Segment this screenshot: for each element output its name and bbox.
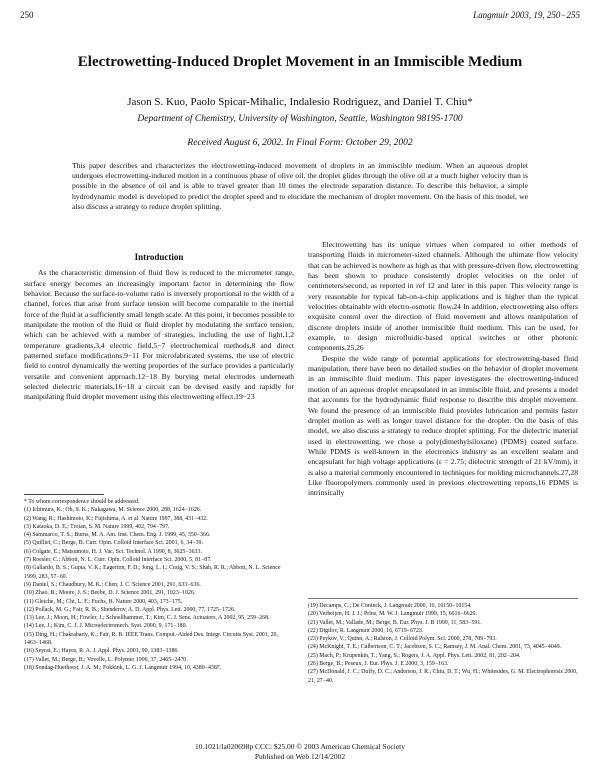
reference: (24) McKnight, T. E.; Culbertson, C. T.; Jacobson, S. C.; Ramsey, J. M. Anal. Chem. 2001, 73, 4045−4049. <box>308 644 562 651</box>
reference: (16) Seyrat, E.; Hayes, R. A. J. Appl. Phys. 2001, 90, 1383−1386. <box>24 648 179 655</box>
reference: (13) Lee, J.; Moon, H.; Fowler, J.; Schoellhammer, T.; Kim, C. J. Sens. Actuators, A 2002, 95, 259−268. <box>24 615 270 622</box>
reference: (8) Gallardo, B. S.; Gupta, V. K.; Eagerton, F. D.; Jong, L. I.; Craig, V. S.; Shah, R. R.; Abbott, N. L. Science 1999, 283, 57−60. <box>24 565 281 580</box>
reference: (25) Mach, P.; Krupenkin, T.; Yang, S.; Rogers, J. A. Appl. Phys. Lett. 2002, 81, 202−204. <box>308 652 521 659</box>
reference: (3) Kataoka, D. E.; Troian, S. M. Nature 1999, 402, 794−797. <box>24 523 170 530</box>
reference: (11) Gleiche, M.; Chi, L. F.; Fuchs, H. Nature 2000, 403, 173−175. <box>24 598 183 605</box>
page-number: 250 <box>20 10 34 20</box>
reference: (23) Peykov, V.; Quinn, A.; Ralston, J. Colloid Polym. Sci. 2000, 278, 789−793. <box>308 636 497 643</box>
right-column <box>308 240 578 499</box>
reference: (19) Decamps, C.; De Coninck, J. Langmuir 2000, 16, 10150−10154. <box>308 603 472 609</box>
reference: (7) Roesler, C.; Abbott, N. L. Curr. Opin. Colloid Interface Sci. 2000, 5, 81−87. <box>24 557 212 564</box>
reference: (20) Verheijen, H. J. J.; Prins, M. W. J. Langmuir 1999, 15, 6616−6620. <box>308 611 477 618</box>
footnotes-right <box>308 598 578 685</box>
reference: (17) Vallet, M.; Berge, B.; Vovelle, L. Polymer 1996, 37, 2465−2470. <box>24 656 188 663</box>
page-header <box>20 10 580 22</box>
authors: Jason S. Kuo, Paolo Spicar-Mihalic, Indalesio Rodriguez, and Daniel T. Chiu* <box>127 96 473 108</box>
body-paragraph: Electrowetting has its unique virtues when compared to other methods of transporting fluids in micrometer-sized channels. Although the ultimate flow velocity that can be achieved is nowhere as high as that with pressure-driven flow, electrowetting has been shown to produce consistently droplet velocities on the order of centimeters/second, as reported in ref 12 and later in this paper. This velocity range is very reasonable for typical lab-on-a-chip applications and is higher than the typical velocities obtainable with electro-osmotic flow.24 In addition, electrowetting also offers exquisite control over the direction of fluid movement and allows manipulation of discrete droplets inside of another immiscible fluid medium. This can be used, for example, to design microfluidic-based optical switches or other photonic components.25,26 <box>308 240 578 353</box>
reference: (14) Lee, J.; Kim, C. J. J. Microelectromech. Syst. 2000, 9, 171−180. <box>24 623 188 630</box>
reference: (26) Berge, B.; Peseux, J. Eur. Phys. J. E 2000, 3, 159−163. <box>308 661 449 668</box>
reference: (9) Daniel, S.; Chaudhury, M. K.; Chen, J. C. Science 2001, 291, 633−636. <box>24 581 201 588</box>
reference: (21) Vallet, M.; Vallade, M.; Berge, B. Eur. Phys. J. B 1999, 11, 583−591. <box>308 619 482 626</box>
journal-citation: Langmuir 2003, 19, 250−255 <box>473 10 580 20</box>
reference: (4) Sammarco, T. S.; Burns, M. A. Am. Inst. Chem. Eng. J. 1999, 45, 350−366. <box>24 532 211 539</box>
doi-line: 10.1021/la020698p CCC: $25.00 © 2003 American Chemical Society <box>194 742 406 751</box>
reference: (22) Digilov, R. Langmuir 2000, 16, 6719−6723. <box>308 627 424 634</box>
footnote-divider <box>24 494 104 495</box>
footnote-divider <box>308 598 578 599</box>
reference: (27) McDonald, J. C.; Duffy, D. C.; Anderson, J. R.; Chiu, D. T.; Wu, H.; Whitesides, G. M. Electrophoresis 2000, 21, 27−40. <box>308 669 578 684</box>
reference: (2) Wang, R.; Hashimoto, K.; Fujishima, A. et al. Nature 1997, 388, 431−432. <box>24 515 208 522</box>
affiliation: Department of Chemistry, University of Washington, Seattle, Washington 98195-1700 <box>137 114 463 124</box>
reference: (1) Ichimura, K.; Oh, S. K.; Nakagawa, M. Science 2000, 288, 1624−1626. <box>24 507 202 514</box>
body-paragraph: As the characteristic dimension of fluid flow is reduced to the micrometer range, surface energy becomes an increasingly important factor in determining the flow behavior. Because the surface-to-volume ratio is inversely proportional to the width of a channel, forces that arise from surface tension will become comparable to the inertial force of the fluid at a sufficiently small length scale. At this point, it becomes possible to manipulate the motion of the fluid or fluid droplet by modulating the surface tension, which can be achieved with a number of strategies, including the use of light,1,2 temperature gradients,3,4 electric field,5−7 electrochemical methods,8 and direct patterned surface modifications.9−11 For microfabricated systems, the use of electric field to control dynamically the wetting properties of the surface provides a particularly versatile and convenient approach.12−18 By burying metal electrodes underneath selected dielectric materials,16−18 a circuit can be devised easily and rapidly for manipulating fluid droplet movement using this electrowetting effect.19−23 <box>24 268 294 402</box>
reference: (18) Sondag-Huethorst, J. A. M.; Fokkink, L. G. J. Langmuir 1994, 10, 4380−4387. <box>24 664 222 671</box>
left-column <box>24 252 294 403</box>
reference: (6) Colgate, E.; Matsumoto, H. J. Vac. Sci. Technol. A 1990, 8, 3625−3633. <box>24 548 202 555</box>
reference: (5) Quilliet, C.; Berge, B. Curr. Opin. Colloid Interface Sci. 2001, 6, 34−39. <box>24 540 203 547</box>
article-title: Electrowetting-Induced Droplet Movement in an Immiscible Medium <box>77 54 523 70</box>
abstract: This paper describes and characterizes the electrowetting-induced movement of droplets in an immiscible medium. When an aqueous droplet undergoes electrowetting-induced motion in a continuous phase of olive oil, the droplet glides through the olive oil at a much higher velocity than is possible in the absence of oil and is able to travel greater than 10 times the electrode separation distance. To describe this behavior, a simple hydrodynamic model is developed to predict the droplet speed and to elucidate the mechanism of droplet movement. On the basis of this model, we also discuss a strategy to reduce droplet splitting. <box>72 161 528 211</box>
reference: (12) Pollack, M. G.; Fair, R. B.; Shenderov, A. D. Appl. Phys. Lett. 2000, 77, 1725−1726. <box>24 606 236 613</box>
reference: (10) Zhao, B.; Moore, J. S.; Beebe, D. J. Science 2001, 291, 1023−1026. <box>24 590 196 597</box>
footnote: * To whom correspondence should be addressed. <box>24 499 140 505</box>
page-footer <box>20 742 580 762</box>
published-line: Published on Web 12/14/2002 <box>254 752 346 761</box>
received-dates: Received August 6, 2002. In Final Form: October 29, 2002 <box>187 138 413 148</box>
footnotes-left <box>24 494 294 672</box>
reference: (15) Ding, H.; Chakrabarty, K.; Fair, R. B. IEEE Trans. Comput.-Aided Des. Integr. Circuits Syst. 2001, 20, 1463−1468. <box>24 631 278 647</box>
section-heading-introduction: Introduction <box>134 252 184 262</box>
body-paragraph: Despite the wide range of potential applications for electrowetting-based fluid manipulation, there have been no detailed studies on the behavior of droplet movement in an immiscible fluid medium. This paper investigates the electrowetting-induced motion of an aqueous droplet encapsulated in an immiscible fluid, and presents a model that accounts for the hydrodynamic fluid response to describe this droplet movement. We found the presence of an immiscible fluid provides lubrication and permits faster droplet motion as well as longer travel distance for the droplet. On the basis of this model, we also discuss a strategy to reduce droplet splitting. For the dielectric material used in electrowetting, we chose a poly(dimethylsiloxane) (PDMS) coated surface. While PDMS is well-known in the electronics industry as an excellent sealant and encapsulant for high voltage applications (ε = 2.75; dielectric strength of 21 kV/mm), it is also a material commonly encountered in techniques for molding microchannels.27,28 Like fluoropolymers commonly used in previous electrowetting reports,16 PDMS is intrinsically <box>308 353 578 498</box>
